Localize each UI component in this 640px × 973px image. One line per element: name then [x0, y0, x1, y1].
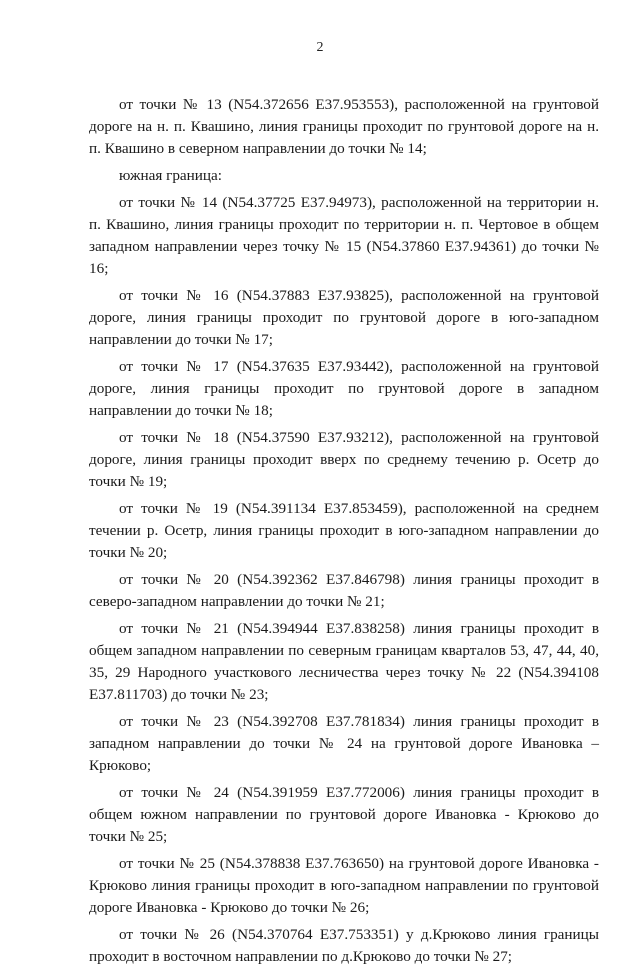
paragraph-point-13: от точки № 13 (N54.372656 E37.953553), расположенной на грунтовой дороге на н. п. Квашино, линия границы проходит по грунтовой дороге на н. п. Квашино в северном направлении до точки № 14; [89, 96, 599, 157]
paragraph-point-14: от точки № 14 (N54.37725 E37.94973), расположенной на территории н. п. Квашино, линия границы проходит по территории н. п. Чертовое в общем западном направлении через точку № 15 (N54.37860 E37.94361) до точки № 16; [89, 194, 599, 277]
paragraph-point-20: от точки № 20 (N54.392362 E37.846798) линия границы проходит в северо-западном направлении до точки № 21; [89, 571, 599, 610]
paragraph-point-17: от точки № 17 (N54.37635 E37.93442), расположенной на грунтовой дороге, линия границы проходит по грунтовой дороге в западном направлении до точки № 18; [89, 358, 599, 419]
document-body [89, 94, 599, 973]
paragraph-point-16: от точки № 16 (N54.37883 E37.93825), расположенной на грунтовой дороге, линия границы проходит по грунтовой дороге в юго-западном направлении до точки № 17; [89, 287, 599, 348]
paragraph-point-18: от точки № 18 (N54.37590 E37.93212), расположенной на грунтовой дороге, линия границы проходит вверх по среднему течению р. Осетр до точки № 19; [89, 429, 599, 490]
paragraph-point-19: от точки № 19 (N54.391134 E37.853459), расположенной на среднем течении р. Осетр, линия границы проходит в юго-западном направлении до точки № 20; [89, 500, 599, 561]
paragraph-point-25: от точки № 25 (N54.378838 E37.763650) на грунтовой дороге Ивановка - Крюково линия границы проходит в юго-западном направлении по грунтовой дороге Ивановка - Крюково до точки № 26; [89, 855, 599, 916]
paragraph-point-23: от точки № 23 (N54.392708 E37.781834) линия границы проходит в западном направлении до точки № 24 на грунтовой дороге Ивановка – Крюково; [89, 713, 599, 774]
paragraph-point-24: от точки № 24 (N54.391959 E37.772006) линия границы проходит в общем южном направлении по грунтовой дороге Ивановка - Крюково до точки № 25; [89, 784, 599, 845]
section-heading-south-border: южная граница: [119, 167, 223, 184]
paragraph-point-26: от точки № 26 (N54.370764 E37.753351) у д.Крюково линия границы проходит в восточном направлении по д.Крюково до точки № 27; [89, 926, 599, 965]
paragraph-point-21: от точки № 21 (N54.394944 E37.838258) линия границы проходит в общем западном направлении по северным границам кварталов 53, 47, 44, 40, 35, 29 Народного участкового лесничества через точку № 22 (N54.394108 E37.811703) до точки № 23; [89, 620, 599, 703]
page-number: 2 [316, 40, 324, 55]
